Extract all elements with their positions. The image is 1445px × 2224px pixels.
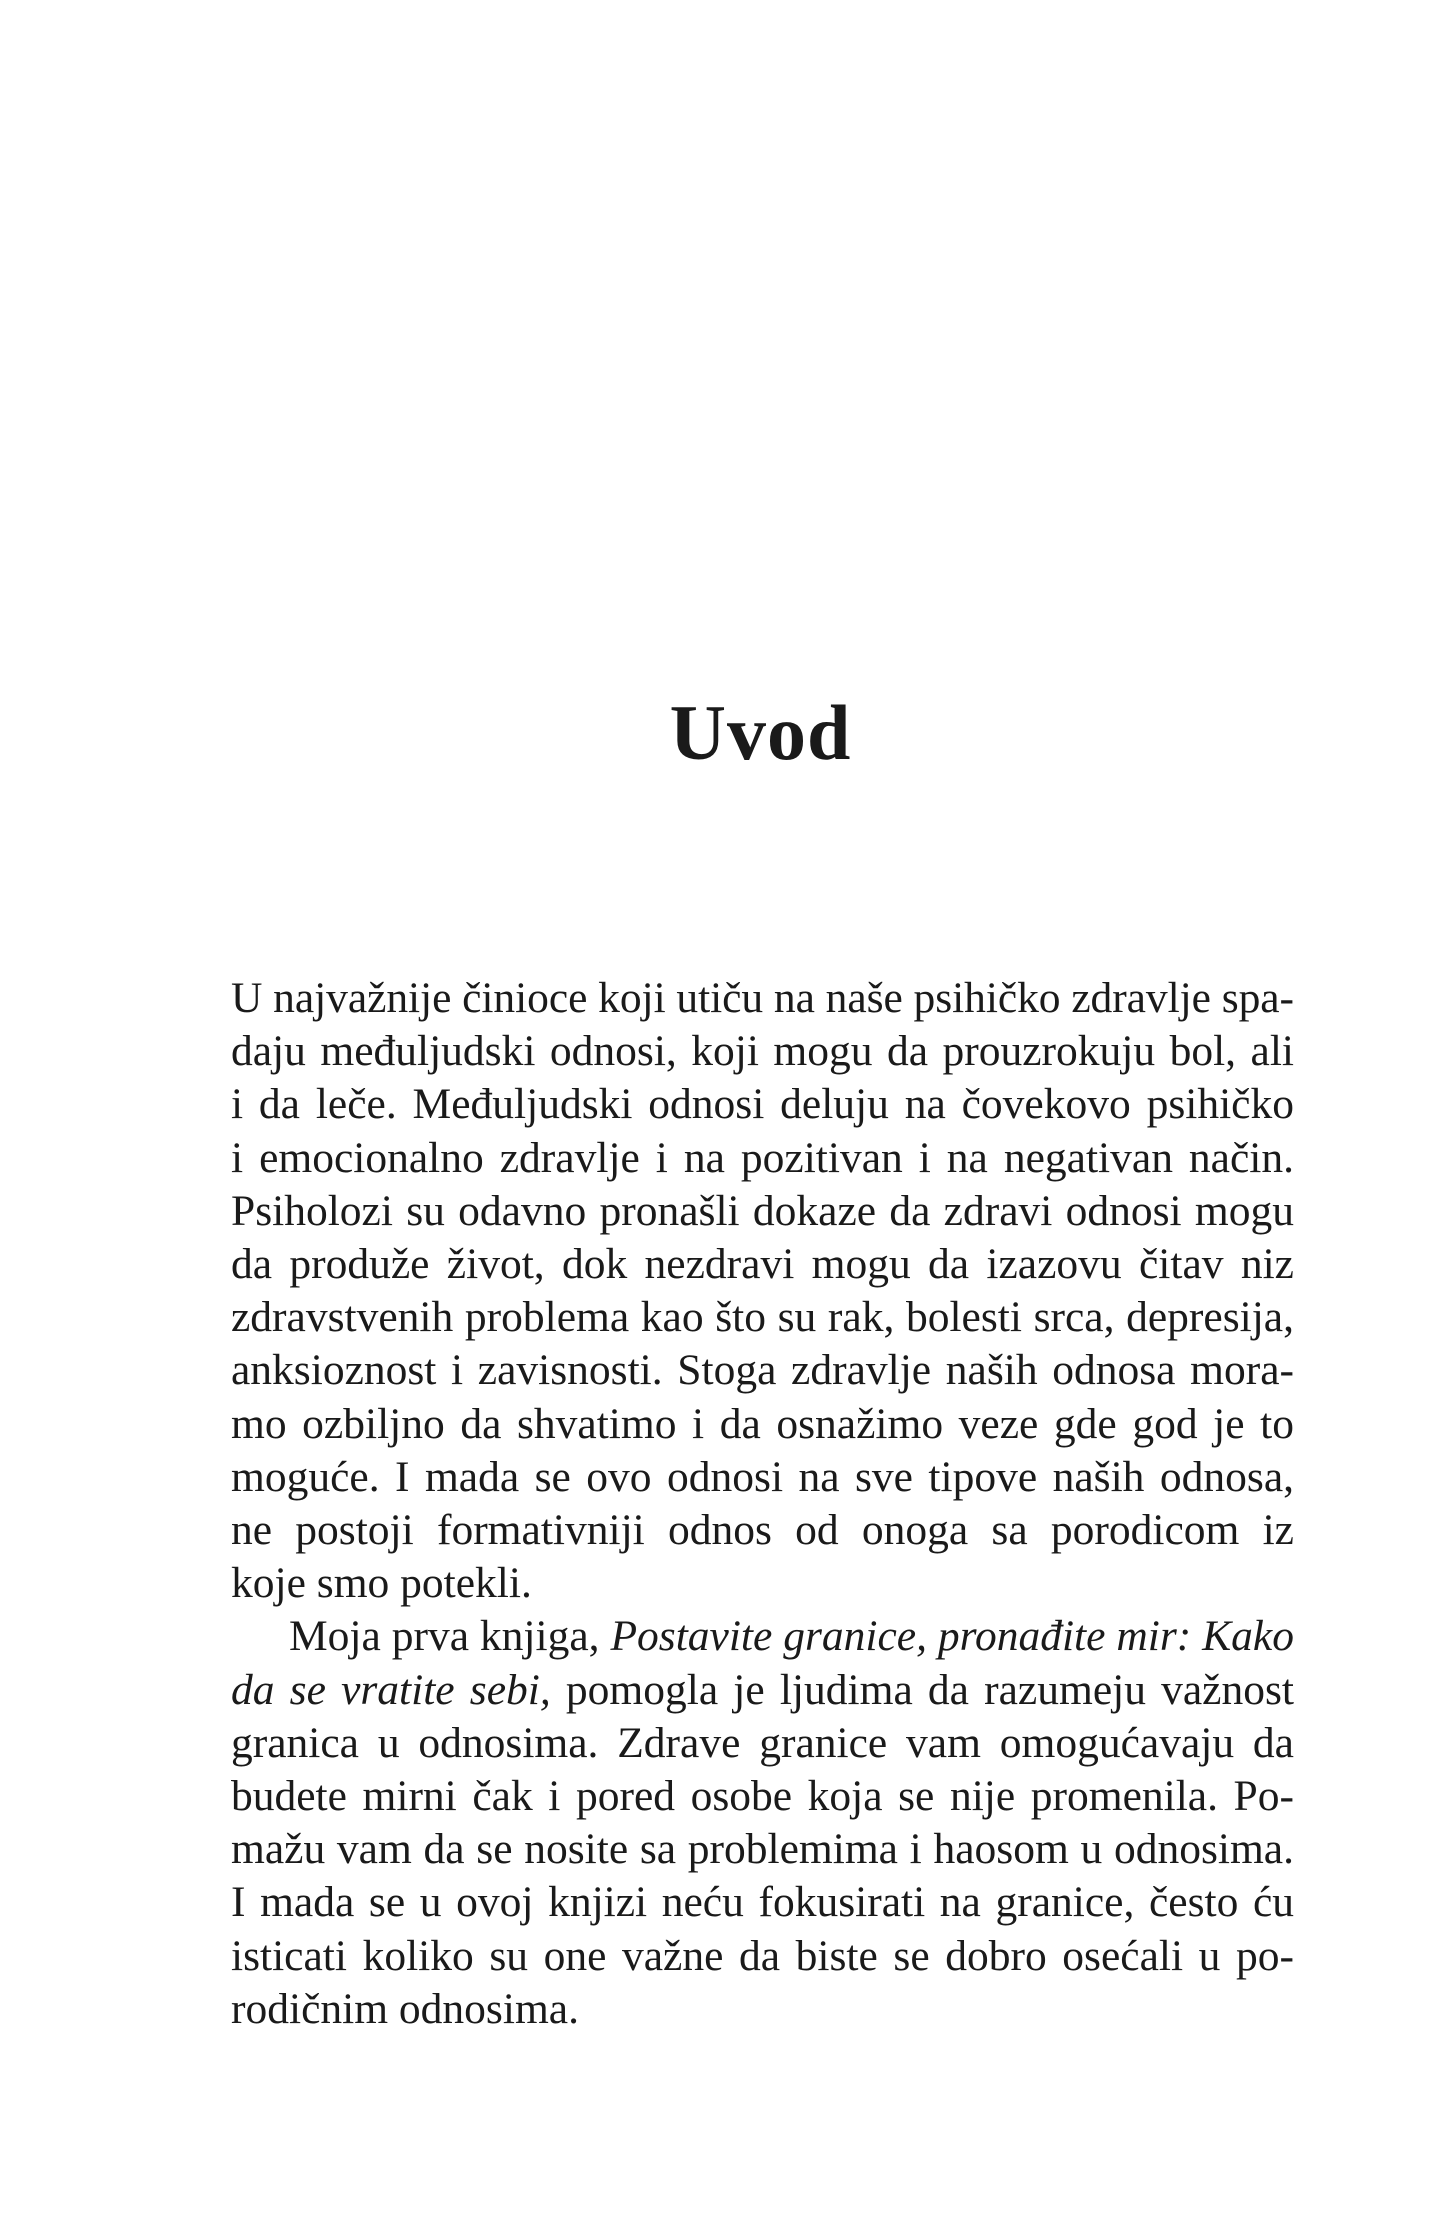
book-title-italic: da se vratite sebi, [231, 1665, 551, 1714]
paragraph-2 [231, 1610, 1294, 2036]
text-line: mo ozbiljno da shvatimo i da osnažimo veze gde god je to [231, 1399, 1294, 1448]
chapter-title: Uvod [669, 689, 852, 776]
text-line: rodičnim odnosima. [231, 1984, 579, 2033]
book-title-italic: Postavite granice, pronađite mir: Kako [610, 1612, 1294, 1661]
text-line: budete mirni čak i pored osobe koja se nije promenila. Po- [231, 1772, 1294, 1821]
text-line: U najvažnije činioce koji utiču na naše psihičko zdravlje spa- [231, 974, 1294, 1022]
text-line [231, 1610, 1294, 1663]
text-line: granica u odnosima. Zdrave granice vam omogućavaju da [231, 1718, 1294, 1767]
text-line: da produže život, dok nezdravi mogu da izazovu čitav niz [231, 1240, 1294, 1289]
text-line: koje smo potekli. [231, 1559, 532, 1608]
text-line: i da leče. Međuljudski odnosi deluju na čovekovo psihičko [231, 1080, 1294, 1129]
body-text [231, 972, 1294, 2036]
text-line: zdravstvenih problema kao što su rak, bolesti srca, depresija, [231, 1293, 1294, 1342]
text-line: mažu vam da se nosite sa problemima i haosom u odnosima. [231, 1825, 1294, 1874]
text-line: I mada se u ovoj knjizi neću fokusirati na granice, često ću [231, 1878, 1294, 1927]
text-line: Psiholozi su odavno pronašli dokaze da zdravi odnosi mogu [231, 1186, 1294, 1235]
text-line [231, 1664, 1294, 1717]
paragraph-1 [231, 972, 1294, 1610]
text-run: pomogla je ljudima da razumeju važnost [550, 1665, 1295, 1714]
text-line: ne postoji formativniji odnos od onoga sa porodicom iz [231, 1506, 1294, 1555]
text-line: i emocionalno zdravlje i na pozitivan i na negativan način. [231, 1133, 1294, 1182]
text-run: Moja prva knjiga, [289, 1612, 611, 1661]
text-line: daju međuljudski odnosi, koji mogu da prouzrokuju bol, ali [231, 1027, 1294, 1076]
text-line: moguće. I mada se ovo odnosi na sve tipove naših odnosa, [231, 1452, 1294, 1501]
text-line: anksioznost i zavisnosti. Stoga zdravlje naših odnosa mora- [231, 1346, 1294, 1395]
text-line: isticati koliko su one važne da biste se dobro osećali u po- [231, 1931, 1294, 1980]
